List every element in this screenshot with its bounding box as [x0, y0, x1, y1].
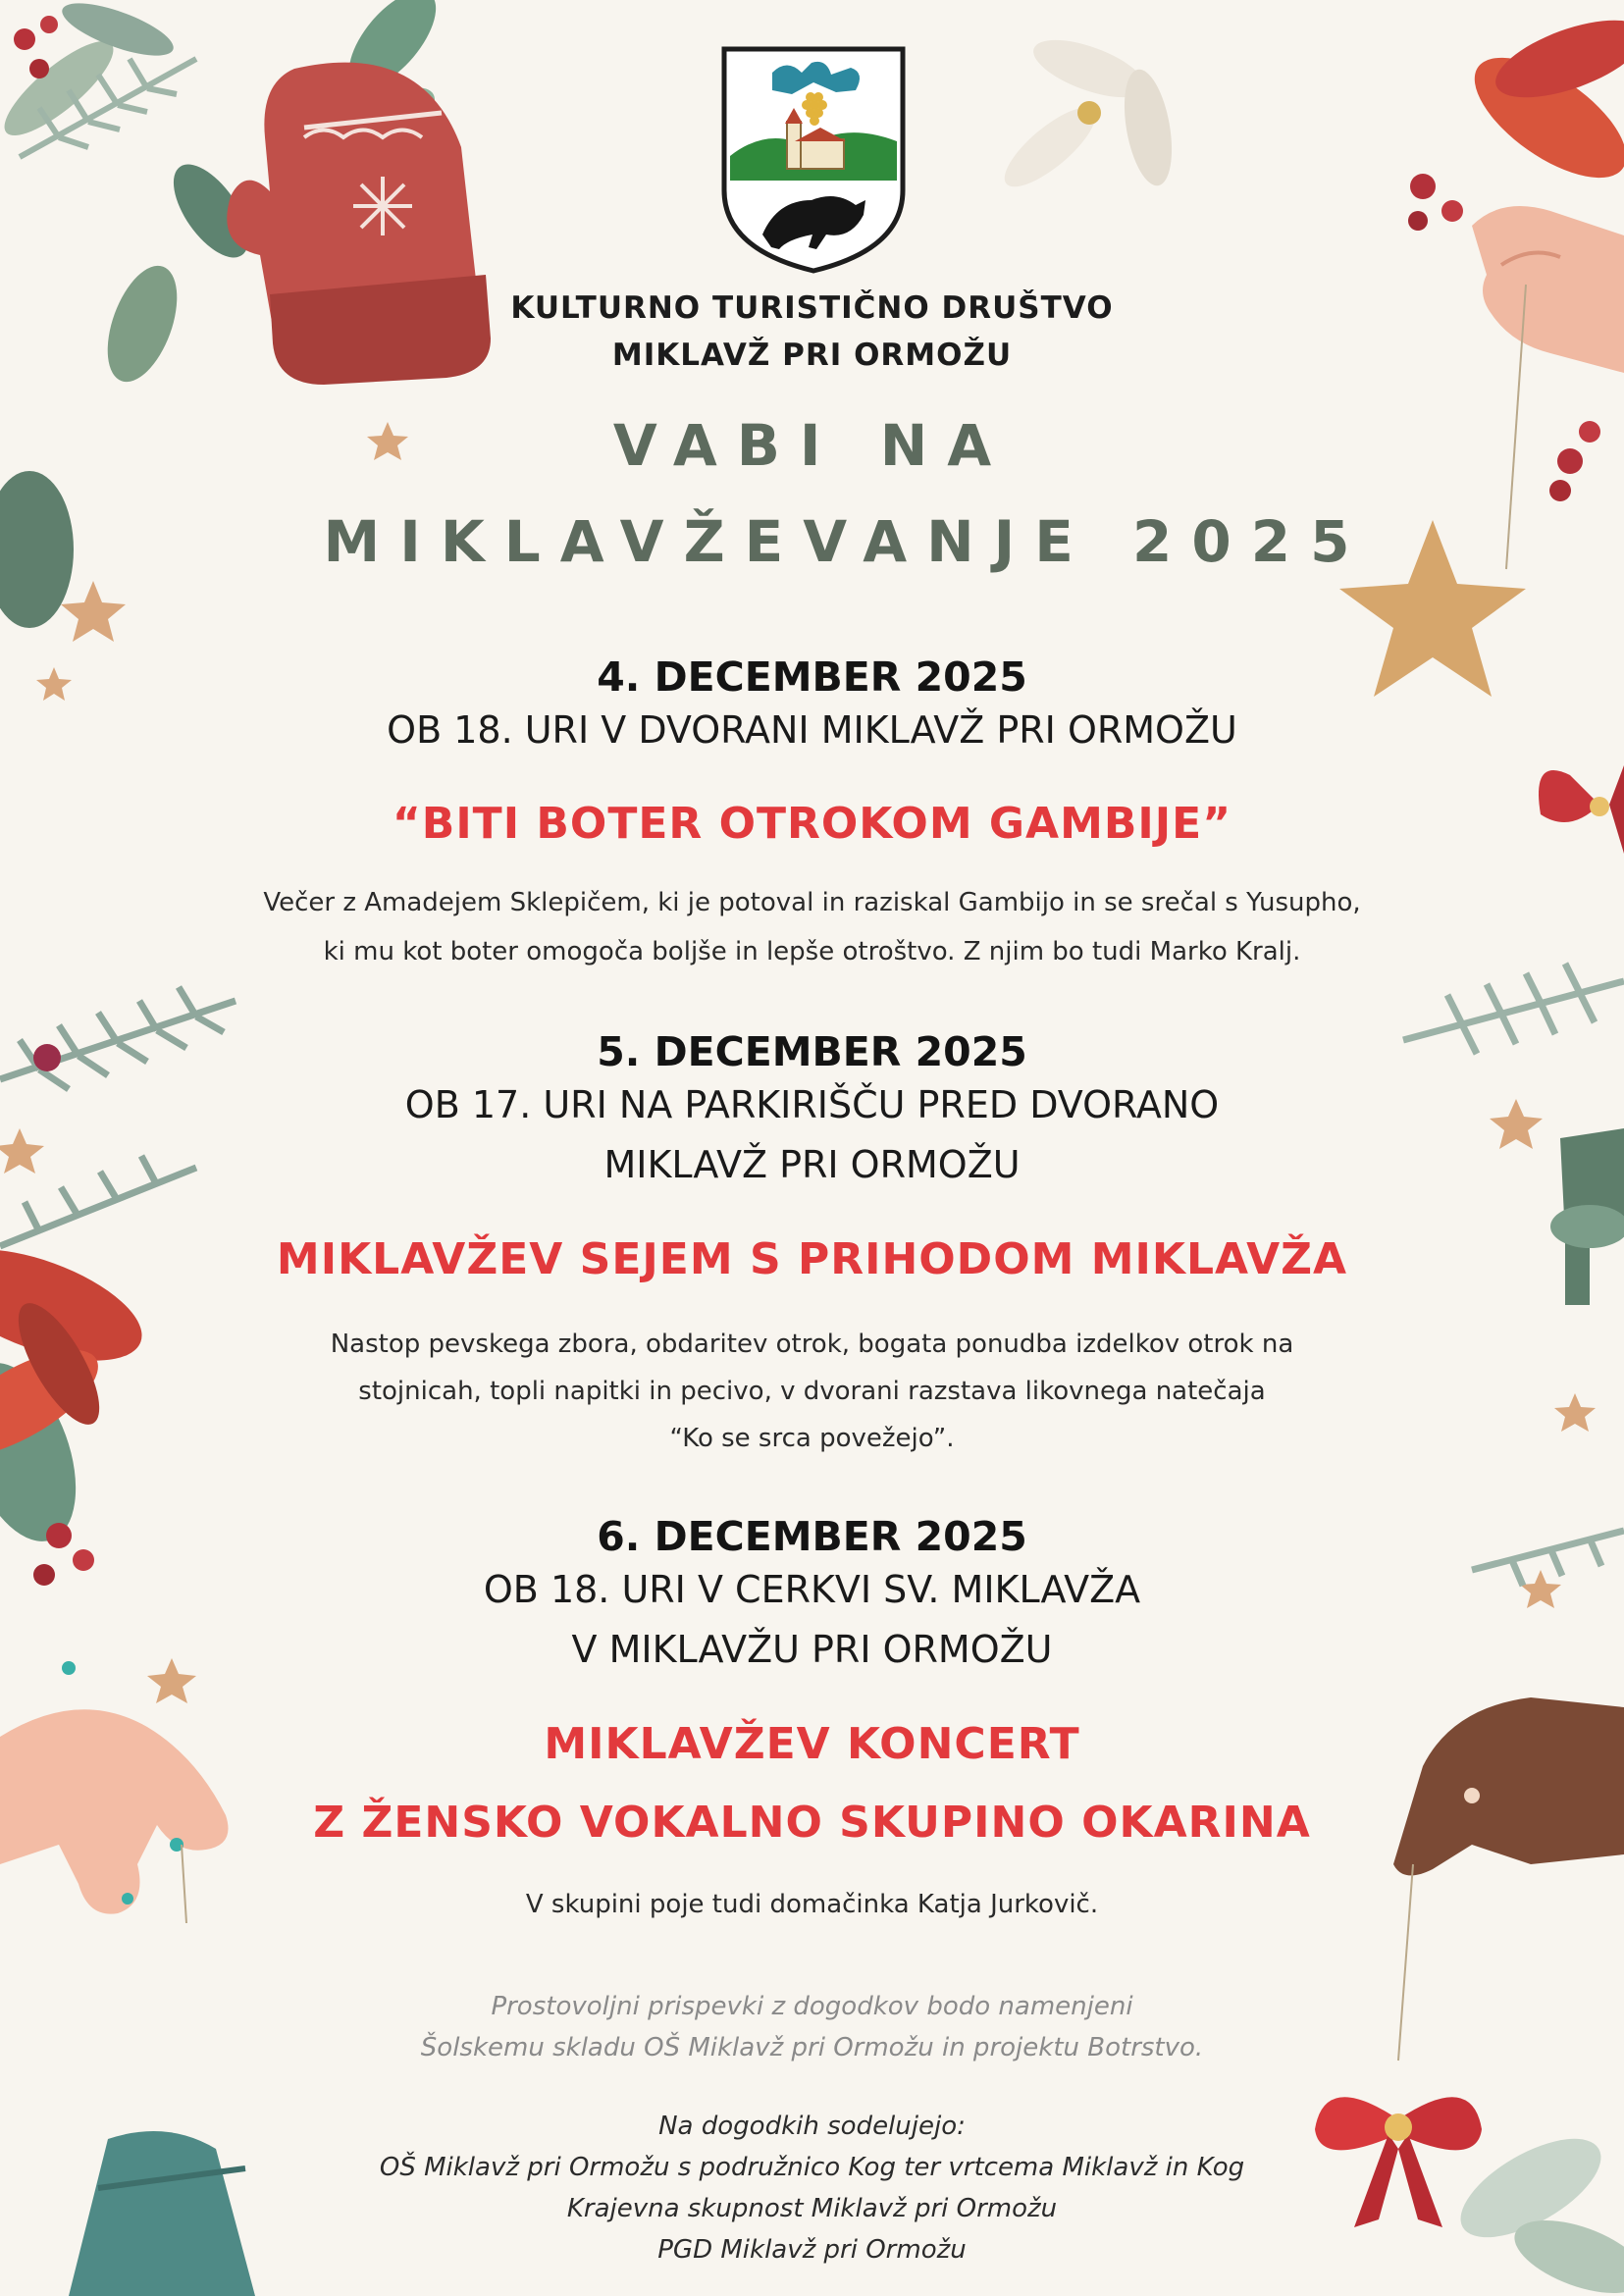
event-1-description-line2: ki mu kot boter omogoča boljše in lepše otroštvo. Z njim bo tudi Marko Kralj. [323, 937, 1301, 966]
event-3-description: V skupini poje tudi domačinka Katja Jurkovič. [525, 1890, 1099, 1919]
event-3-date: 6. DECEMBER 2025 [597, 1513, 1027, 1560]
event-2-title: MIKLAVŽEV SEJEM S PRIHODOM MIKLAVŽA [276, 1234, 1348, 1284]
headline-line2: MIKLAVŽEVANJE 2025 [323, 508, 1370, 575]
event-3-title-line1: MIKLAVŽEV KONCERT [544, 1719, 1080, 1769]
organization-name-line2: MIKLAVŽ PRI ORMOŽU [611, 338, 1013, 373]
event-3-title-line2: Z ŽENSKO VOKALNO SKUPINO OKARINA [313, 1798, 1311, 1848]
participant-line3: PGD Miklavž pri Ormožu [657, 2235, 967, 2265]
event-2-venue-line1: OB 17. URI NA PARKIRIŠČU PRED DVORANO [404, 1083, 1220, 1126]
event-1-date: 4. DECEMBER 2025 [597, 653, 1027, 701]
event-3-venue-line2: V MIKLAVŽU PRI ORMOŽU [571, 1628, 1053, 1671]
participant-line1: OŠ Miklavž pri Ormožu s podružnico Kog ter vrtcema Miklavž in Kog [379, 2153, 1245, 2182]
donation-note-line1: Prostovoljni prispevki z dogodkov bodo namenjeni [491, 1992, 1133, 2021]
donation-note-line2: Šolskemu skladu OŠ Miklavž pri Ormožu in projektu Botrstvo. [420, 2033, 1204, 2062]
event-1-description-line1: Večer z Amadejem Sklepičem, ki je potoval in raziskal Gambijo in se srečal s Yusupho, [263, 888, 1361, 917]
event-1-title: “BITI BOTER OTROKOM GAMBIJE” [392, 799, 1232, 849]
event-2-description-line2: stojnicah, topli napitki in pecivo, v dvorani razstava likovnega natečaja [358, 1377, 1266, 1406]
event-2-description-line3: “Ko se srca povežejo”. [669, 1424, 955, 1453]
participants-heading: Na dogodkih sodelujejo: [658, 2112, 966, 2141]
organization-name-line1: KULTURNO TURISTIČNO DRUŠTVO [510, 290, 1114, 326]
headline-line1: VABI NA [612, 412, 1012, 479]
event-2-date: 5. DECEMBER 2025 [597, 1028, 1027, 1075]
event-1-venue: OB 18. URI V DVORANI MIKLAVŽ PRI ORMOŽU [387, 708, 1237, 752]
event-3-venue-line1: OB 18. URI V CERKVI SV. MIKLAVŽA [483, 1568, 1141, 1611]
participant-line2: Krajevna skupnost Miklavž pri Ormožu [566, 2194, 1058, 2223]
event-2-venue-line2: MIKLAVŽ PRI ORMOŽU [603, 1143, 1021, 1186]
event-2-description-line1: Nastop pevskega zbora, obdaritev otrok, bogata ponudba izdelkov otrok na [330, 1330, 1294, 1359]
